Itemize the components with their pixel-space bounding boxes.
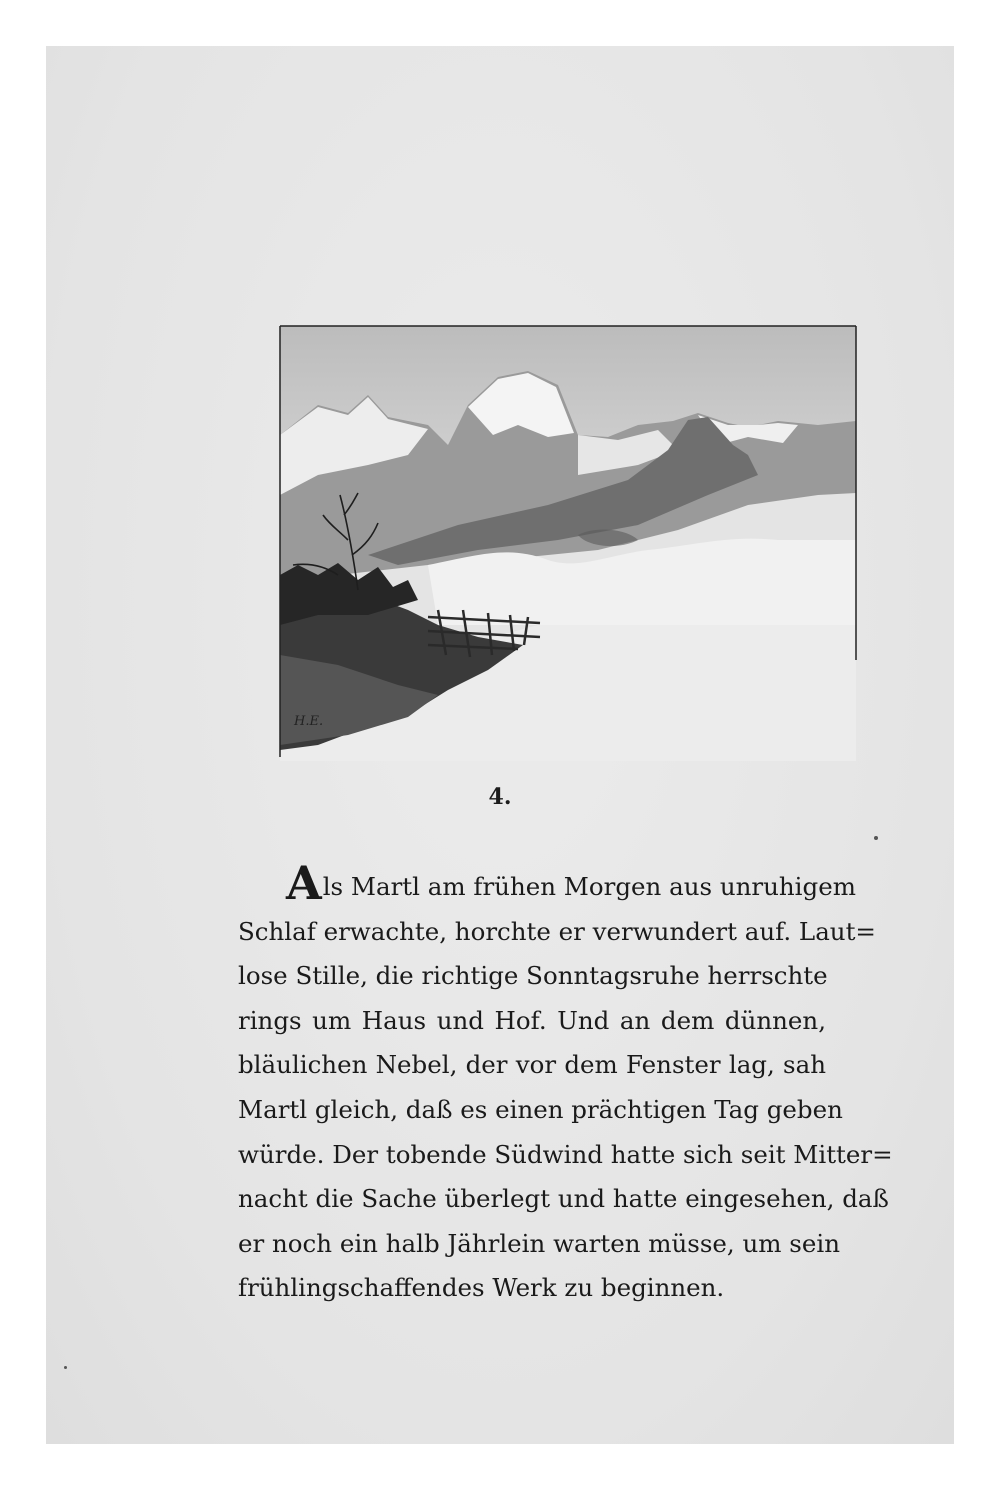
illustration-signature: H.E. [294,714,324,729]
text-line [238,856,856,910]
text-line: Schlaf erwachte, horchte er verwundert auf. Laut= [238,916,876,946]
text-line: rings um Haus und Hof. Und an dem dünnen, [238,1005,826,1035]
text-line: lose Stille, die richtige Sonntagsruhe herrschte [238,961,828,991]
paper-speck [874,836,878,840]
text-line-content: ls Martl am frühen Morgen aus unruhigem [322,872,856,901]
mountain-illustration [278,325,858,761]
chapter-number: 4. [488,784,512,810]
text-line: Martl gleich, daß es einen prächtigen Tag geben [238,1094,843,1124]
text-line: nacht die Sache überlegt und hatte eingesehen, daß [238,1184,889,1214]
text-line: er noch ein halb Jährlein warten müsse, um sein [238,1228,840,1258]
paper-speck [64,1366,67,1369]
text-line: frühlingschaffendes Werk zu beginnen. [238,1273,725,1303]
drop-cap: A [286,856,322,910]
text-line: würde. Der tobende Südwind hatte sich seit Mitter= [238,1139,893,1169]
body-paragraph [238,856,893,1311]
text-line: bläulichen Nebel, der vor dem Fenster lag, sah [238,1050,826,1080]
